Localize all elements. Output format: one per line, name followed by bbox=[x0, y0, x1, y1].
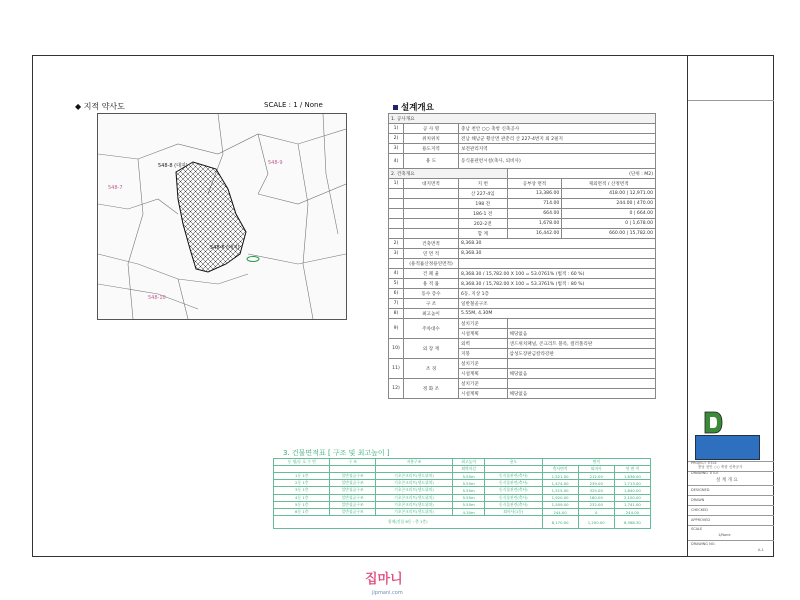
title-block-sheet bbox=[688, 540, 774, 555]
land-row: 202-2전 1,678.00 0 | 1,678.00 bbox=[389, 219, 656, 229]
watermark-logo: 집마니 bbox=[365, 572, 403, 587]
spec-row: 2) 건축면적 8,368.30 bbox=[389, 239, 656, 249]
site-parcel bbox=[176, 162, 246, 272]
spec-row: 5) 용 적 률 8,368.30 / 15,782.00 X 100 = 53.3761% (법적 : 80 %) bbox=[389, 279, 656, 289]
building-area-table bbox=[273, 458, 651, 529]
designed-label: DESIGNED bbox=[691, 488, 710, 492]
spec-row: 10) 외 장 재 외벽 샌드위치패널, 콘크리트 블록, 컬러폴리판 bbox=[389, 339, 656, 349]
drawn-label: DRAWN bbox=[691, 498, 705, 502]
section1-title: 1. 공사개요 bbox=[389, 114, 656, 124]
scale-label: SCALE bbox=[691, 527, 703, 531]
spec-row: 4) 용 도 동식물관련시설(축사, 퇴비사) bbox=[389, 154, 656, 169]
table-row: 3동 1층 일반철골구조 기초콘크리트(샌드위치) 5.55m 동식물관련(축사) 1,515.00 325.00 1,840.00 bbox=[274, 487, 651, 494]
table-row: 6동 1층 일반철골구조 기초콘크리트(샌드위치) 4.30m 퇴비사(1동) 244.00 0 244.00 bbox=[274, 508, 651, 515]
approved-label: APPROVED bbox=[691, 518, 711, 522]
spec-row: 7) 구 조 일반철골구조 bbox=[389, 299, 656, 309]
land-row: 186-1 전 664.00 0 | 664.00 bbox=[389, 209, 656, 219]
scale-value: 1/None bbox=[718, 533, 731, 537]
cadastral-map bbox=[97, 113, 347, 320]
logo-badge bbox=[695, 435, 760, 460]
spec-row: 11) 조 경 설치기준 bbox=[389, 359, 656, 369]
map-title: ◆ 지적 약사도 bbox=[75, 102, 125, 111]
bullet-square-icon bbox=[393, 105, 398, 110]
project-name: 충남 천안 ○○ 축항 신축공사 bbox=[698, 465, 743, 469]
spec-row: 6) 동수 층수 6동, 지상 1층 bbox=[389, 289, 656, 299]
cadastral-map-drawing bbox=[98, 114, 346, 319]
sheet-number: A-1 bbox=[758, 548, 764, 552]
unit-label: (단위 : M2) bbox=[507, 169, 655, 179]
map-label-4: 548-9 bbox=[268, 160, 283, 166]
spec-row: 8) 최고높이 5.55M, 4.30M bbox=[389, 309, 656, 319]
land-total-row: 합 계 16,442.00 660.00 | 15,782.00 bbox=[389, 229, 656, 239]
watermark-url: jipmani.com bbox=[372, 590, 403, 596]
land-header-row: 1) 대지면적 지 번 공부상 면적 제외면적 / 산정면적 bbox=[389, 179, 656, 189]
title-block bbox=[687, 56, 774, 556]
map-scale: SCALE : 1 / None bbox=[264, 101, 323, 109]
green-marker bbox=[247, 257, 259, 262]
section3-title: 3. 건물면적표 [ 구조 및 최고높이 ] bbox=[283, 449, 390, 457]
table-subheader-row: 외벽마감 축사면적 퇴비사 연 면 적 bbox=[274, 466, 651, 473]
spec-row: 2) 위치위치 전남 해남군 황산면 관춘리 산 227-4번지 외 2필지 bbox=[389, 134, 656, 144]
spec-row: 3) 용도지역 보전관리지역 bbox=[389, 144, 656, 154]
spec-row: 시설계획 해당없음 bbox=[389, 389, 656, 399]
spec-row: (용적률산정용연면적) bbox=[389, 259, 656, 269]
spec-row: 시설계획 해당없음 bbox=[389, 329, 656, 339]
table-row: 4동 1층 일반철골구조 기초콘크리트(샌드위치) 5.55m 동식물관련(축사) 1,920.00 180.00 2,100.00 bbox=[274, 494, 651, 501]
table-row: 2동 1층 일반철골구조 기초콘크리트(샌드위치) 5.55m 동식물관련(축사) 1,474.00 239.00 1,713.00 bbox=[274, 480, 651, 487]
spec-row: 3) 연 면 적 8,368.30 bbox=[389, 249, 656, 259]
title-block-scale bbox=[688, 525, 774, 541]
land-row: 산 227-4임 13,386.00 418.00 | 12,971.00 bbox=[389, 189, 656, 199]
table-header-row: 동 명/동 호 수 번 구 조 지붕구조 최고높이 용도 면적 bbox=[274, 459, 651, 466]
drawing-name: 설 계 개 요 bbox=[716, 478, 738, 483]
spec-row: 지붕 삼성도장판금칼라강판 bbox=[389, 349, 656, 359]
title-block-drawing bbox=[688, 471, 774, 486]
company-logo-icon bbox=[703, 411, 724, 434]
spec-row: 4) 건 폐 율 8,368.30 / 15,782.00 X 100 = 53.0761% (법적 : 60 %) bbox=[389, 269, 656, 279]
map-label-3: 548-7 bbox=[108, 185, 123, 191]
title-block-header bbox=[688, 56, 774, 101]
section2-title: 2. 건축개요 bbox=[389, 169, 508, 179]
land-row: 198 전 714.00 244.00 | 470.00 bbox=[389, 199, 656, 209]
design-spec-table bbox=[388, 113, 656, 399]
map-label-5: 548-10 bbox=[148, 295, 166, 301]
sheet-label: DRAWING NO. bbox=[691, 542, 716, 546]
map-label-2: 548-6 (대지) bbox=[210, 245, 240, 251]
map-label-1: 548-8 (대지) bbox=[158, 163, 188, 169]
spec-row: 1) 공 사 명 충남 천안 ○○ 축항 신축공사 bbox=[389, 124, 656, 134]
spec-row: 12) 정 화 조 설치기준 bbox=[389, 379, 656, 389]
spec-row: 시설계획 해당없음 bbox=[389, 369, 656, 379]
spec-row: 9) 주차대수 설치기준 bbox=[389, 319, 656, 329]
checked-label: CHECKED bbox=[691, 508, 708, 512]
drawing-label: DRAWING TITLE bbox=[691, 471, 719, 475]
table-row: 1동 1층 일반철골구조 기초콘크리트(샌드위치) 5.55m 동식물관련(축사) 1,521.00 212.00 1,836.00 bbox=[274, 473, 651, 480]
design-overview-title: 설계개요 bbox=[393, 101, 434, 113]
table-total-row: 합계(건물 6동 : 총 1층) 8,170.00 1,200.00 8,368.30 bbox=[274, 516, 651, 529]
project-label: PROJECT TITLE bbox=[691, 461, 717, 465]
table-row: 5동 1층 일반철골구조 기초콘크리트(샌드위치) 5.55m 동식물관련(축사) 1,509.00 232.00 1,741.00 bbox=[274, 501, 651, 508]
